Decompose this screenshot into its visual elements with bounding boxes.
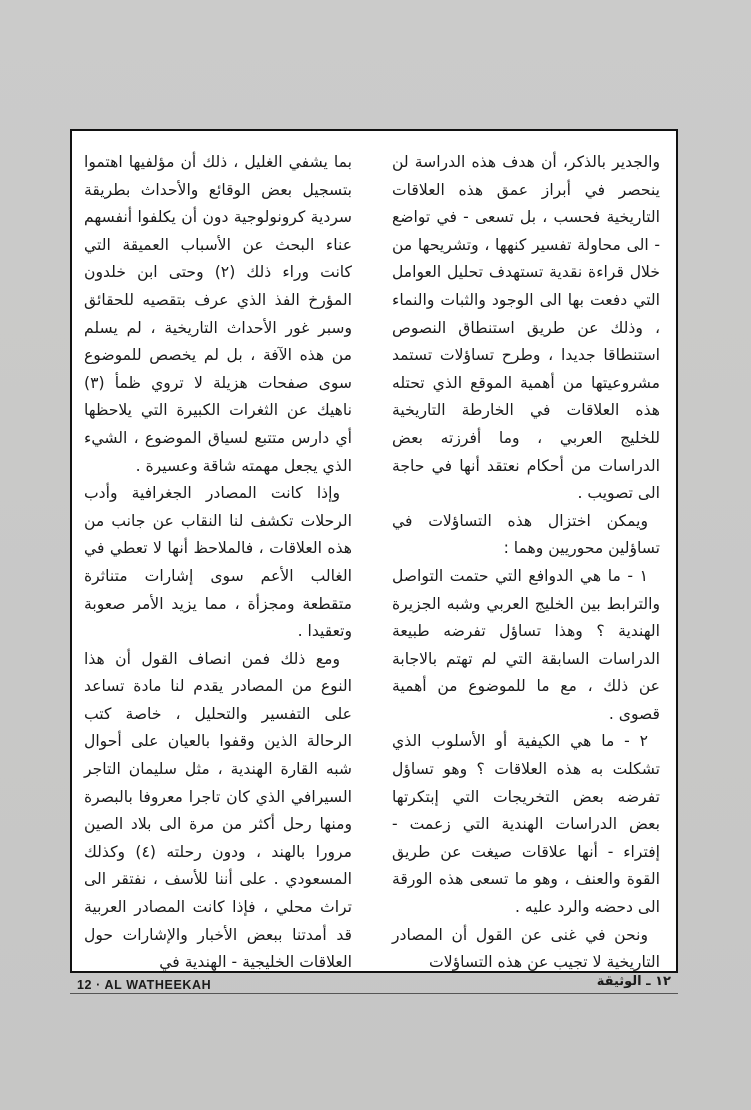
paragraph: ومع ذلك فمن انصاف القول أن هذا النوع من المصادر يقدم لنا مادة تساعد على التفسير والتحليل ، خاصة كتب الرحالة الذين وقفوا بالعيان على أحوال شبه القارة الهندية ، مثل سليمان التاجر السيرافي الذي كان تاجرا معروفا بالبصرة ومنها رحل أكثر من مرة الى بلاد الصين مرورا بالهند ، ودون رحلته (٤) وكذلك المسعودي . على أننا للأسف ، نفتقر الى تراث محلي ، فإذا كانت المصادر العربية قد أمدتنا ببعض الأخبار والإشارات حول العلاقات الخليجية - الهندية في bbox=[84, 649, 353, 972]
footer-page-number-arabic: ١٢ ـ الوثيقة bbox=[596, 974, 671, 989]
article-column-right bbox=[392, 149, 660, 972]
paragraph: ٢ - ما هي الكيفية أو الأسلوب الذي تشكلت به هذه العلاقات ؟ وهو تساؤل تفرضه بعض التخريجات التي إبتكرتها بعض الدراسات الهندية التي زعمت - إفتراء - أنها علاقات صيغت عن طريق القوة والعنف ، وهو ما تسعى هذه الورقة الى دحضه والرد عليه . bbox=[392, 732, 660, 917]
footer-page-number-english: 12 · AL WATHEEKAH bbox=[77, 978, 212, 992]
paragraph: ويمكن اختزال هذه التساؤلات في تساؤلين محوريين وهما : bbox=[392, 511, 660, 558]
paragraph: وإذا كانت المصادر الجغرافية وأدب الرحلات تكشف لنا النقاب عن جانب من هذه العلاقات ، فالملاحظ أنها لا تعطي في الغالب الأعم سوى إشارات متناثرة متقطعة ومجزأة ، مما يزيد الأمر صعوبة وتعقيدا . bbox=[84, 484, 352, 641]
footer-divider bbox=[70, 993, 678, 994]
article-column-left bbox=[84, 149, 353, 972]
paragraph: والجدير بالذكر، أن هدف هذه الدراسة لن ينحصر في أبراز عمق هذه العلاقات التاريخية فحسب ، بل تسعى - في تواضع - الى محاولة تفسير كنهها ، وتشريحها من خلال قراءة نقدية تستهدف تحليل العوامل التي دفعت بها الى الوجود والثبات والنماء ، وذلك عن طريق استنطاق النصوص استنطاقا جديدا ، وطرح تساؤلات تستمد مشروعيتها من أهمية الموقع الذي تحتله هذه العلاقات في الخارطة التاريخية للخليج العربي ، وما أفرزته بعض الدراسات من أحكام نعتقد أنها في حاجة الى تصويب . bbox=[392, 153, 660, 503]
paragraph: بما يشفي الغليل ، ذلك أن مؤلفيها اهتموا بتسجيل بعض الوقائع والأحداث بطريقة سردية كرونولوجية دون أن يكلفوا أنفسهم عناء البحث عن الأسباب العميقة التي كانت وراء ذلك (٢) وحتى ابن خلدون المؤرخ الفذ الذي عرف بتقصيه للحقائق وسبر غور الأحداث التاريخية ، لم يسلم من هذه الآفة ، بل لم يخصص للموضوع سوى صفحات هزيلة لا تروي ظمأ (٣) ناهيك عن الثغرات الكبيرة التي يلاحظها أي دارس متتبع لسياق الموضوع ، الشيء الذي يجعل مهمته شاقة وعسيرة . bbox=[84, 153, 352, 475]
paragraph: ١ - ما هي الدوافع التي حتمت التواصل والترابط بين الخليج العربي وشبه الجزيرة الهندية ؟ وهذا تساؤل تفرضه طبيعة الدراسات السابقة التي لم تهتم بالاجابة عن ذلك ، مع ما للموضوع من أهمية قصوى . bbox=[392, 566, 660, 723]
article-frame bbox=[70, 129, 678, 973]
paragraph: ونحن في غنى عن القول أن المصادر التاريخية لا تجيب عن هذه التساؤلات bbox=[392, 925, 660, 972]
